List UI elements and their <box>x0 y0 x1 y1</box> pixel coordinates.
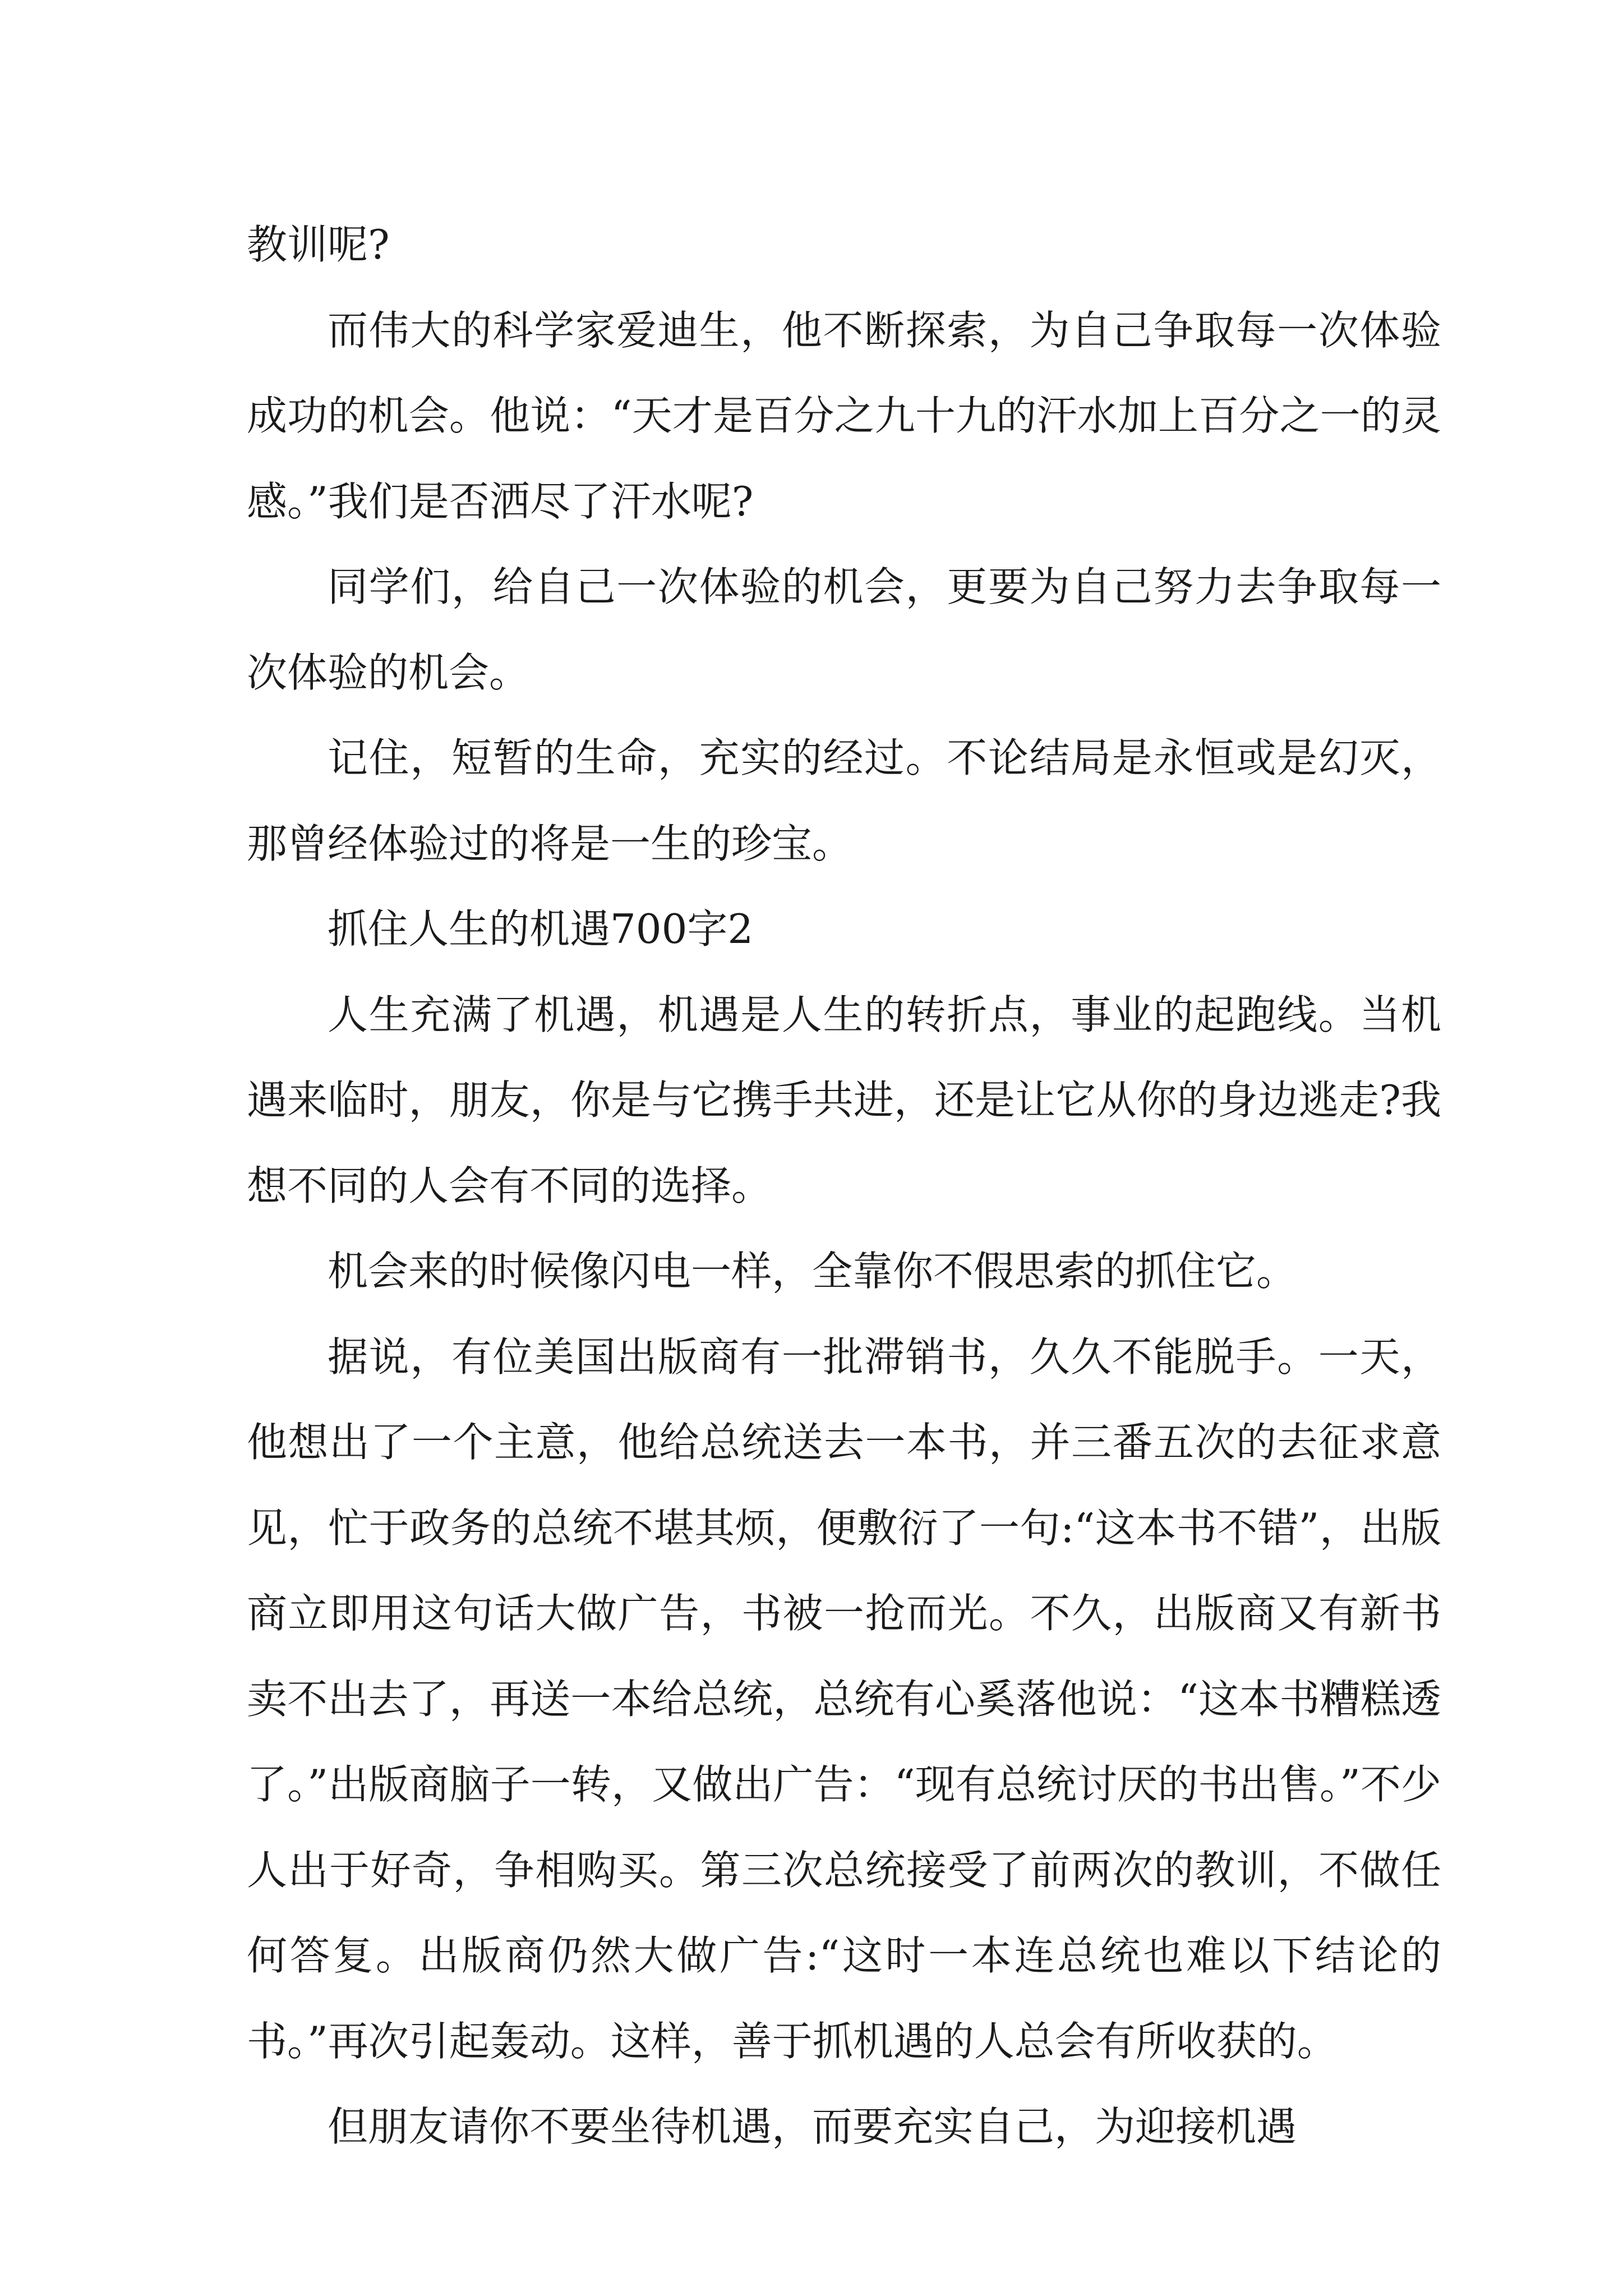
document-body <box>247 202 1441 2170</box>
section-heading: 抓住人生的机遇700字2 <box>328 905 754 953</box>
paragraph-edison: 而伟大的科学家爱迪生，他不断探索，为自己争取每一次体验成功的机会。他说：“天才是百分之九十九的汗水加上百分之一的灵感。”我们是否洒尽了汗水呢? <box>247 306 1441 525</box>
paragraph-publisher-story: 据说，有位美国出版商有一批滞销书，久久不能脱手。一天，他想出了一个主意，他给总统送去一本书，并三番五次的去征求意见，忙于政务的总统不堪其烦，便敷衍了一句:“这本书不错”，出版商立即用这句话大做广告，书被一抢而光。不久，出版商又有新书卖不出去了，再送一本给总统，总统有心奚落他说：“这本书糟糕透了。”出版商脑子一转，又做出广告：“现有总统讨厌的书出售。”不少人出于好奇，争相购买。第三次总统接受了前两次的教训，不做任何答复。出版商仍然大做广告:“这时一本连总统也难以下结论的书。”再次引起轰动。这样，善于抓机遇的人总会有所收获的。 <box>247 1333 1441 2065</box>
paragraph-remember: 记住，短暂的生命，充实的经过。不论结局是永恒或是幻灭，那曾经体验过的将是一生的珍宝。 <box>247 734 1441 867</box>
paragraph-opportunity: 人生充满了机遇，机遇是人生的转折点，事业的起跑线。当机遇来临时，朋友，你是与它携手共进，还是让它从你的身边逃走?我想不同的人会有不同的选择。 <box>247 991 1441 1209</box>
paragraph-lightning: 机会来的时候像闪电一样，全靠你不假思索的抓住它。 <box>328 1248 1297 1295</box>
paragraph-classmates: 同学们，给自己一次体验的机会，更要为自己努力去争取每一次体验的机会。 <box>247 563 1441 696</box>
paragraph-final: 但朋友请你不要坐待机遇，而要充实自己，为迎接机遇 <box>328 2103 1297 2150</box>
paragraph-continuation: 教训呢? <box>247 221 390 268</box>
